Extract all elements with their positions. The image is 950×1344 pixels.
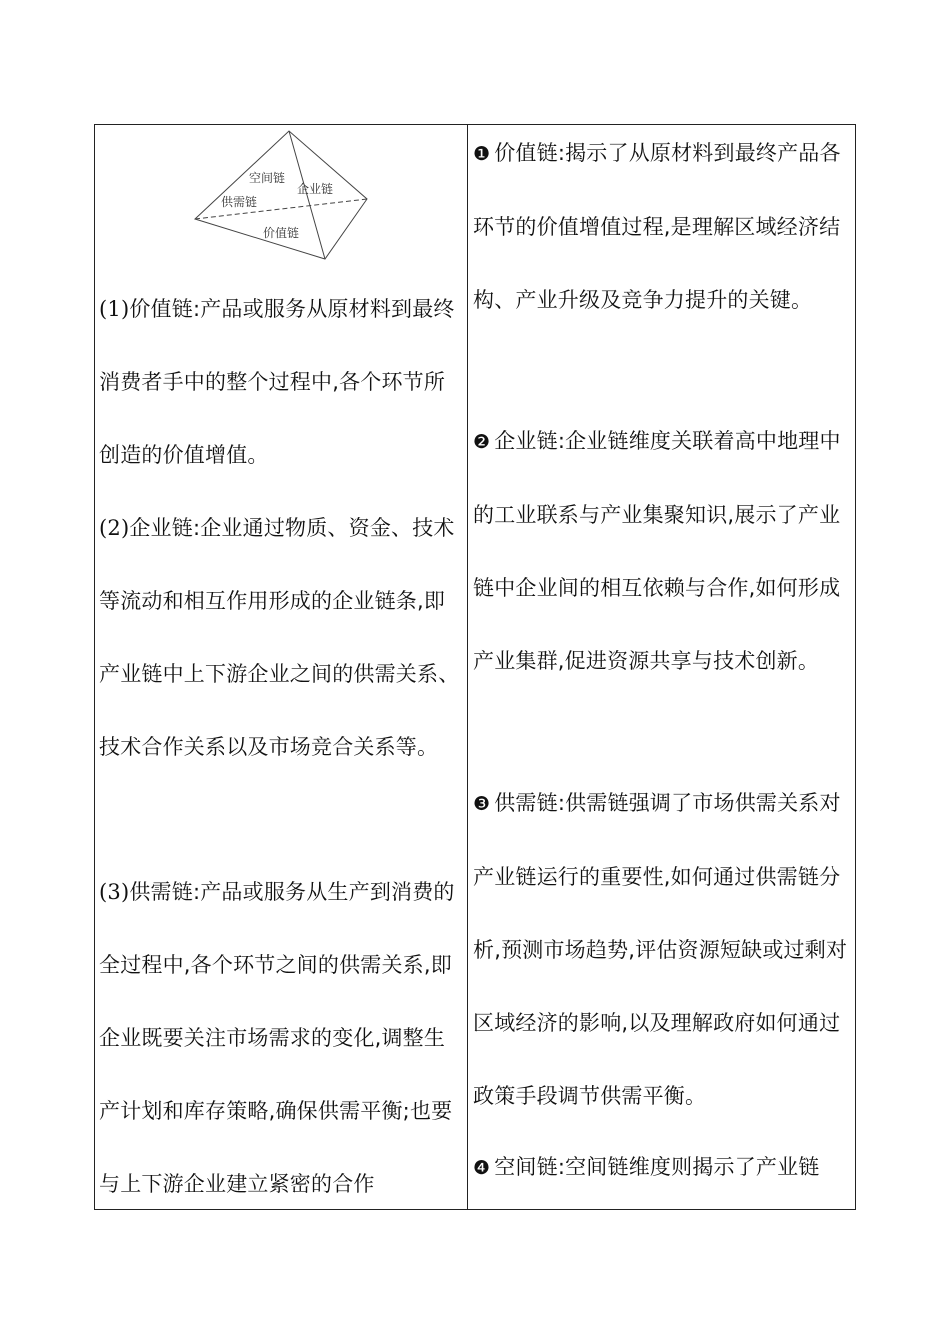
paragraph-text: 企业链:企业链维度关联着高中地理中的工业联系与产业集聚知识,展示了产业链中企业间的相互依赖与合作,如何形成产业集群,促进资源共享与技术创新。 xyxy=(473,429,841,673)
circled-number-icon: ❷ xyxy=(473,431,491,453)
circled-number-icon: ❸ xyxy=(473,793,491,815)
right-paragraph-3 xyxy=(473,767,851,1133)
circled-number-icon: ❹ xyxy=(473,1157,491,1179)
right-paragraph-1 xyxy=(473,117,851,337)
paragraph-number: (1) xyxy=(99,297,130,321)
chain-pyramid-diagram xyxy=(191,127,371,263)
paragraph-text: 供需链:产品或服务从生产到消费的全过程中,各个环节之间的供需关系,即企业既要关注市场需求的变化,调整生产计划和库存策略,确保供需平衡;也要与上下游企业建立紧密的合作 xyxy=(99,880,455,1196)
paragraph-number: (2) xyxy=(99,516,130,540)
left-cell xyxy=(95,125,467,1209)
left-paragraph-2 xyxy=(99,492,465,784)
pyramid-svg xyxy=(191,127,371,263)
paragraph-text: 企业链:企业通过物质、资金、技术等流动和相互作用形成的企业链条,即产业链中上下游企业之间的供需关系、技术合作关系以及市场竞合关系等。 xyxy=(99,516,460,759)
content-table xyxy=(94,124,856,1210)
label-space-chain: 空间链 xyxy=(249,171,286,185)
left-paragraph-3 xyxy=(99,856,465,1221)
label-supply-demand-chain: 供需链 xyxy=(221,195,258,209)
paragraph-text: 价值链:揭示了从原材料到最终产品各环节的价值增值过程,是理解区域经济结构、产业升级及竞争力提升的关键。 xyxy=(473,141,841,312)
paragraph-number: (3) xyxy=(99,880,130,904)
left-paragraph-1 xyxy=(99,273,465,492)
label-enterprise-chain: 企业链 xyxy=(297,182,334,196)
right-paragraph-4 xyxy=(473,1131,851,1205)
column-divider xyxy=(467,125,468,1209)
label-value-chain: 价值链 xyxy=(263,226,300,240)
paragraph-text: 空间链:空间链维度则揭示了产业链 xyxy=(494,1155,820,1179)
paragraph-text: 供需链:供需链强调了市场供需关系对产业链运行的重要性,如何通过供需链分析,预测市场趋势,评估资源短缺或过剩对区域经济的影响,以及理解政府如何通过政策手段调节供需平衡。 xyxy=(473,791,848,1108)
right-paragraph-2 xyxy=(473,405,851,698)
circled-number-icon: ❶ xyxy=(473,143,491,165)
paragraph-text: 价值链:产品或服务从原材料到最终消费者手中的整个过程中,各个环节所创造的价值增值。 xyxy=(99,297,455,467)
right-cell xyxy=(469,125,855,1209)
